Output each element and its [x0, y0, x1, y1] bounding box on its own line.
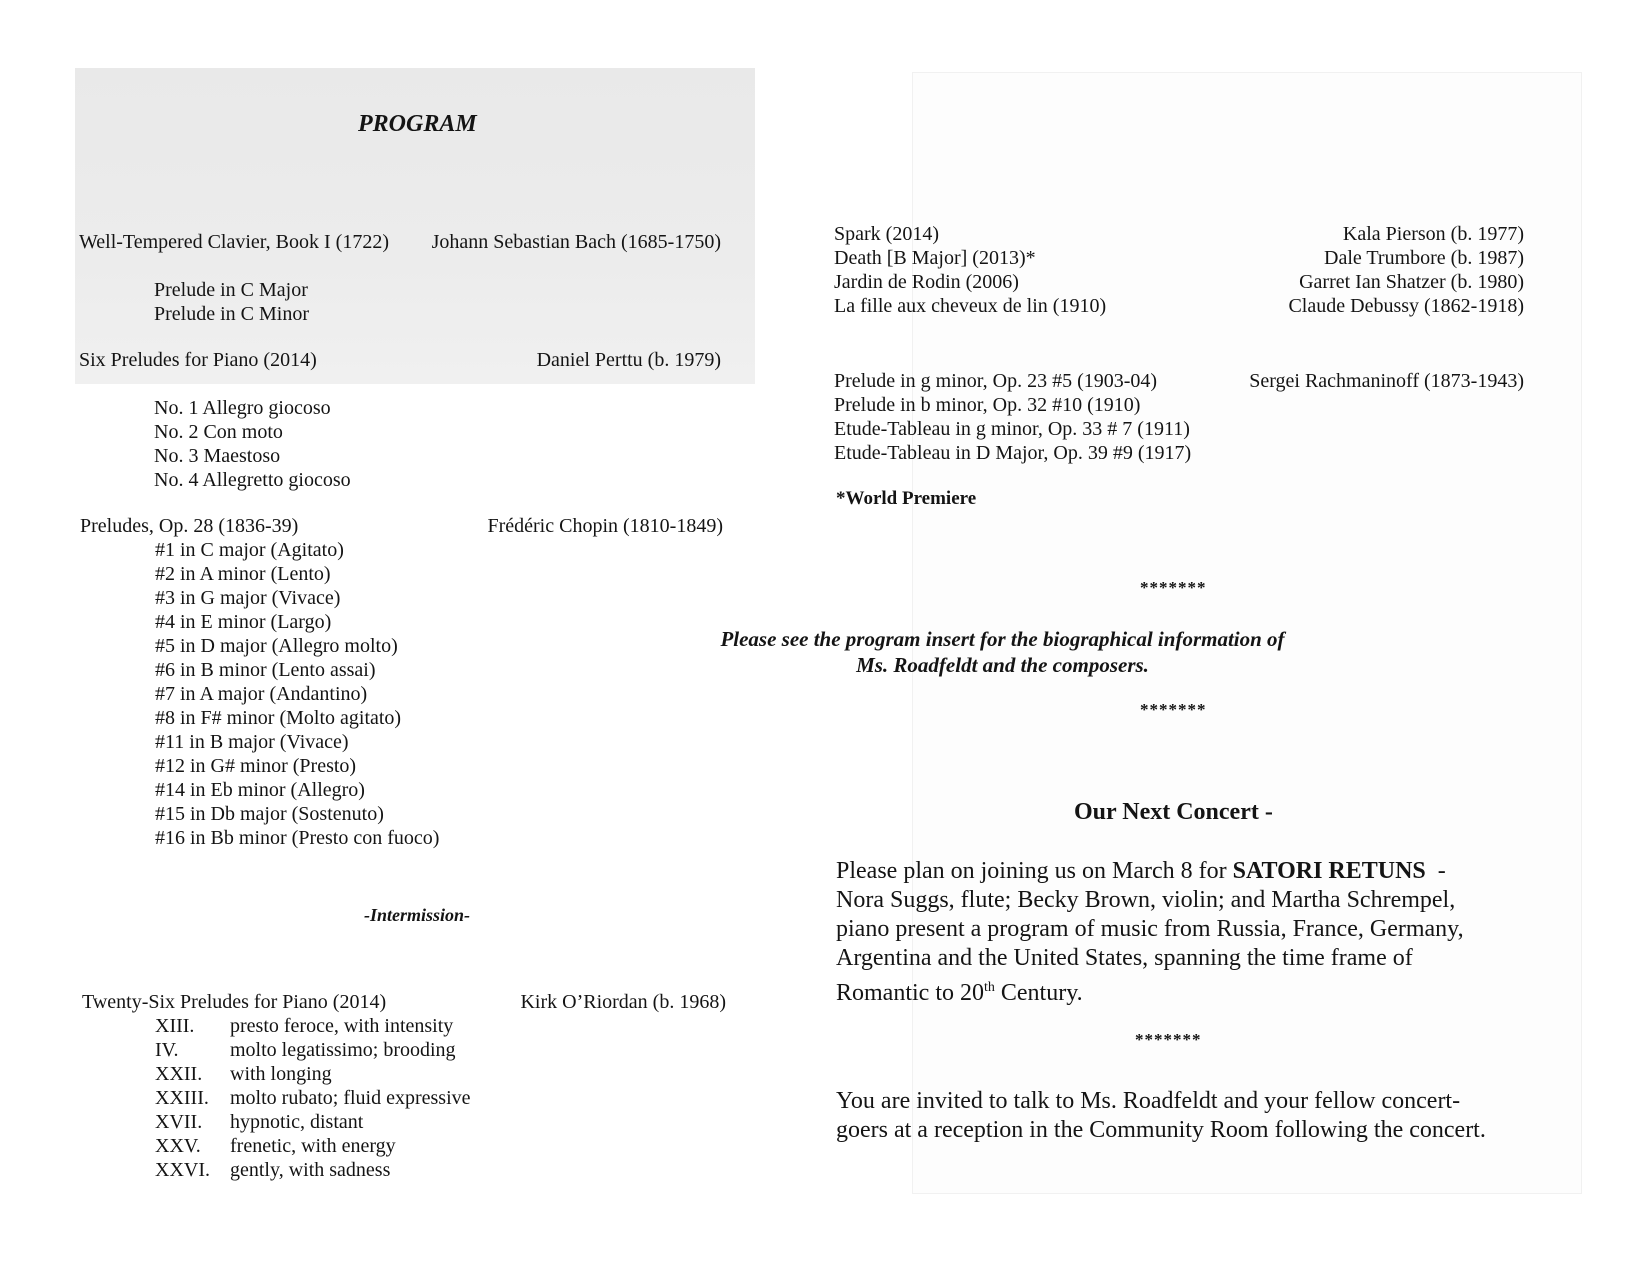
list-item: Etude-Tableau in g minor, Op. 33 # 7 (1911): [834, 418, 1190, 440]
insert-note-line1: Please see the program insert for the biographical information of: [720, 627, 1285, 651]
next-concert-paragraph: Please plan on joining us on March 8 for SATORI RETUNS - Nora Suggs, flute; Becky Brown, violin; and Martha Schrempel, piano present a program of music from Russia, France, Germany, Argentina and the United States, spanning the time frame of Romantic to 20th Century.: [836, 858, 1464, 1006]
bach-work: Well-Tempered Clavier, Book I (1722): [79, 231, 389, 253]
list-item: No. 2 Con moto: [154, 421, 283, 443]
list-item: Etude-Tableau in D Major, Op. 39 #9 (1917): [834, 442, 1192, 464]
chopin-composer: Frédéric Chopin (1810-1849): [487, 515, 723, 537]
perttu-composer: Daniel Perttu (b. 1979): [536, 349, 721, 371]
chopin-heading: [80, 514, 723, 538]
oriordan-list: [155, 1014, 471, 1182]
list-item: XXII. with longing: [155, 1063, 332, 1085]
list-item: Jardin de Rodin (2006) Garret Ian Shatzer (b. 1980): [834, 271, 1524, 293]
list-item: La fille aux cheveux de lin (1910) Claude Debussy (1862-1918): [834, 295, 1524, 317]
list-item: #4 in E minor (Largo): [155, 611, 332, 633]
rach-composer: Sergei Rachmaninoff (1873-1943): [1249, 370, 1524, 392]
list-item: Prelude in C Minor: [154, 303, 309, 325]
list-item: IV. molto legatissimo; brooding: [155, 1039, 456, 1061]
oriordan-work: Twenty-Six Preludes for Piano (2014): [82, 991, 387, 1013]
list-item: No. 3 Maestoso: [154, 445, 281, 467]
rachmaninoff-heading: [834, 369, 1524, 393]
bach-list: [154, 278, 309, 326]
perttu-work: Six Preludes for Piano (2014): [79, 349, 317, 371]
oriordan-composer: Kirk O’Riordan (b. 1968): [520, 991, 726, 1013]
list-item: Prelude in C Major: [154, 279, 308, 301]
list-item: XXIII. molto rubato; fluid expressive: [155, 1087, 471, 1109]
list-item: XVII. hypnotic, distant: [155, 1111, 364, 1133]
list-item: Spark (2014) Kala Pierson (b. 1977): [834, 223, 1524, 245]
modern-works: [834, 222, 1524, 318]
list-item: #11 in B major (Vivace): [155, 731, 349, 753]
chopin-work: Preludes, Op. 28 (1836-39): [80, 515, 299, 537]
list-item: #1 in C major (Agitato): [155, 539, 344, 561]
program-title: PROGRAM: [358, 111, 477, 137]
list-item: #6 in B minor (Lento assai): [155, 659, 376, 681]
list-item: XIII. presto feroce, with intensity: [155, 1015, 454, 1037]
rach-item-first: Prelude in g minor, Op. 23 #5 (1903-04): [834, 370, 1158, 392]
list-item: #5 in D major (Allegro molto): [155, 635, 398, 657]
list-item: #15 in Db major (Sostenuto): [155, 803, 384, 825]
list-item: #2 in A minor (Lento): [155, 563, 331, 585]
insert-note-line2: Ms. Roadfeldt and the composers.: [856, 653, 1149, 677]
oriordan-heading: [82, 990, 726, 1014]
next-concert-title: Our Next Concert -: [1074, 799, 1273, 825]
separator-stars: *******: [1135, 1030, 1202, 1049]
list-item: #14 in Eb minor (Allegro): [155, 779, 365, 801]
rachmaninoff-list: [834, 393, 1191, 465]
reception-paragraph: You are invited to talk to Ms. Roadfeldt and your fellow concert- goers at a reception in the Community Room following the concert.: [836, 1088, 1486, 1143]
list-item: No. 1 Allegro giocoso: [154, 397, 331, 419]
list-item: #16 in Bb minor (Presto con fuoco): [155, 827, 440, 849]
bach-heading: [79, 230, 721, 254]
intermission: -Intermission-: [364, 905, 471, 925]
list-item: #3 in G major (Vivace): [155, 587, 341, 609]
chopin-list: [155, 538, 439, 850]
list-item: #7 in A major (Andantino): [155, 683, 368, 705]
list-item: No. 4 Allegretto giocoso: [154, 469, 351, 491]
separator-stars: *******: [1140, 578, 1207, 597]
list-item: XXV. frenetic, with energy: [155, 1135, 396, 1157]
list-item: #8 in F# minor (Molto agitato): [155, 707, 402, 729]
list-item: #12 in G# minor (Presto): [155, 755, 357, 777]
separator-stars: *******: [1140, 700, 1207, 719]
bach-composer: Johann Sebastian Bach (1685-1750): [431, 231, 721, 253]
list-item: Death [B Major] (2013)* Dale Trumbore (b. 1987): [834, 247, 1524, 269]
perttu-list: [154, 396, 351, 492]
perttu-heading: [79, 348, 721, 372]
list-item: XXVI. gently, with sadness: [155, 1159, 391, 1181]
list-item: Prelude in b minor, Op. 32 #10 (1910): [834, 394, 1141, 416]
world-premiere-note: *World Premiere: [836, 488, 977, 509]
